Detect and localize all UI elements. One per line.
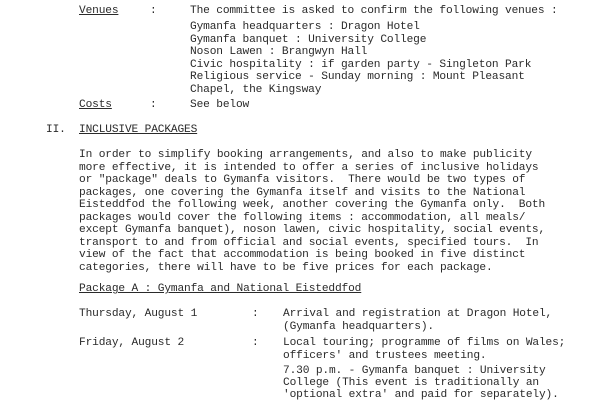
venues-line-6: Religious service - Sunday morning : Mount Pleasant [190, 71, 525, 83]
venues-line-5: Civic hospitality : if garden party - Singleton Park [190, 59, 532, 71]
paragraph-line-7: except Gymanfa banquet), noson lawen, civic hospitality, social events, [79, 224, 546, 236]
venues-colon: : [150, 5, 157, 17]
schedule-banquet-line-2: College (This event is traditionally an [283, 377, 539, 389]
schedule-banquet-line-3: 'optional extra' and paid for separately). [283, 389, 559, 401]
paragraph-line-2: more effective, it is intended to offer a series of inclusive holidays [79, 162, 539, 174]
section-number: II. [46, 124, 66, 136]
schedule-day-friday: Friday, August 2 [79, 337, 185, 349]
schedule-friday-line-2: officers' and trustees meeting. [283, 350, 487, 362]
venues-label: Venues [79, 5, 119, 17]
paragraph-line-9: view of the fact that accommodation is being booked in five distinct [79, 249, 526, 261]
schedule-banquet-line-1: 7.30 p.m. - Gymanfa banquet : University [283, 365, 546, 377]
schedule-friday-line-1: Local touring; programme of films on Wales; [283, 337, 566, 349]
schedule-colon-thursday: : [252, 308, 259, 320]
paragraph-line-8: transport to and from official and social events, specified tours. In [79, 237, 539, 249]
venues-line-7: Chapel, the Kingsway [190, 84, 322, 96]
schedule-day-thursday: Thursday, August 1 [79, 308, 198, 320]
venues-line-1: The committee is asked to confirm the following venues : [190, 5, 558, 17]
costs-label: Costs [79, 99, 112, 111]
venues-line-2: Gymanfa headquarters : Dragon Hotel [190, 21, 420, 33]
venues-line-4: Noson Lawen : Brangwyn Hall [190, 46, 368, 58]
venues-line-3: Gymanfa banquet : University College [190, 34, 427, 46]
paragraph-line-6: packages would cover the following items : accommodation, all meals/ [79, 212, 526, 224]
paragraph-line-1: In order to simplify booking arrangements, and also to make publicity [79, 149, 532, 161]
paragraph-line-3: or "package" deals to Gymanfa visitors. There would be two types of [79, 174, 526, 186]
section-title: INCLUSIVE PACKAGES [79, 124, 198, 136]
paragraph-line-10: categories, there will have to be five prices for each package. [79, 262, 493, 274]
paragraph-line-5: Eisteddfod the following week, another covering the Gymanfa only. Both [79, 199, 546, 211]
schedule-colon-friday: : [252, 337, 259, 349]
costs-value: See below [190, 99, 250, 111]
package-a-title: Package A : Gymanfa and National Eisteddfod [79, 283, 362, 295]
costs-colon: : [150, 99, 157, 111]
schedule-thursday-line-1: Arrival and registration at Dragon Hotel, [283, 308, 553, 320]
schedule-thursday-line-2: (Gymanfa headquarters). [283, 321, 434, 333]
paragraph-line-4: packages, one covering the Gymanfa itself and visits to the National [79, 187, 526, 199]
